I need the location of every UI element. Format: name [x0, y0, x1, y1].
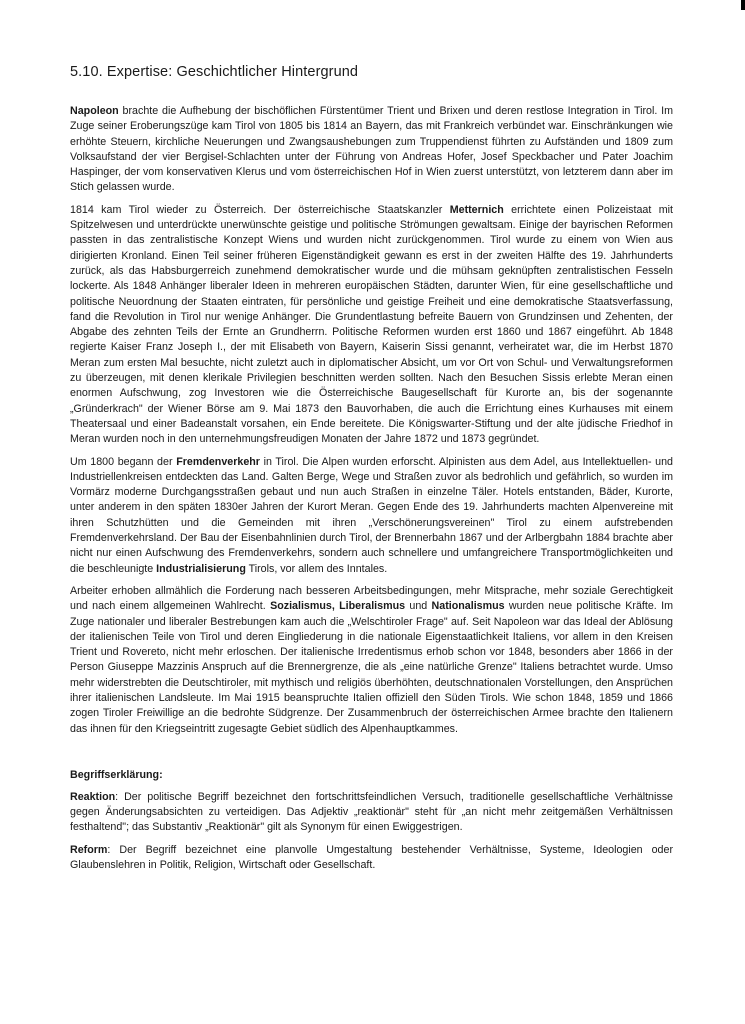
- document-page: [70, 64, 673, 880]
- glossary-term: Reaktion: [70, 790, 116, 803]
- paragraph-arbeiter: Arbeiter erhoben allmählich die Forderung nach besseren Arbeitsbedingungen, mehr Mitsprache, mehr soziale Gerechtigkeit und nach einem allgemeinen Wahlrecht. Sozialismus, Liberalismus und Nationalismus wurden neue politische Kräfte. Im Zuge nationaler und liberaler Bestrebungen kam auch die „Welschtiroler Frage" auf. Seit Napoleon war das Ideal der Ablösung der italienischen Teile von Tirol und deren Eingliederung in die nationale Eigenstaatlichkeit Italiens, vor allem in den Kreisen Trient und Rovereto, nicht mehr erloschen. Der italienische Irredentismus erhob schon vor 1848, besonders aber 1866 in der Person Giuseppe Mazzinis Anspruch auf die Brennergrenze, die als „eine natürliche Grenze" Italiens betrachtet wurde. Umso mehr widerstrebten die Deutschtiroler, mit mythisch und religiös überhöhten, deutschnationalen Vorstellungen, den Ansprüchen ihrer italienischen Landsleute. Im Mai 1915 beanspruchte Italien offiziell den Süden Tirols. Wie schon 1848, 1859 und 1866 zogen Tiroler Freiwillige an die bedrohte Südgrenze. Der Zusammenbruch der österreichischen Armee brachte den Italienern das ihnen für den Kriegseintritt zugesagte Gebiet südlich des Alpenhauptkammes.: [70, 584, 673, 735]
- glossary-entry-reform: Reform: Der Begriff bezeichnet eine planvolle Umgestaltung bestehender Verhältnisse, Systeme, Ideologien oder Glaubenslehren in Politik, Religion, Wirtschaft oder Gesellschaft.: [70, 843, 673, 872]
- bold-term: Nationalismus: [431, 600, 505, 613]
- bold-term: Sozialismus, Liberalismus: [270, 600, 406, 613]
- glossary-entry-reaktion: Reaktion: Der politische Begriff bezeichnet den fortschrittsfeindlichen Versuch, traditionelle gesellschaftliche Verhältnisse gegen Änderungsabsichten zu verteidigen. Das Adjektiv „reaktionär" steht für „an nicht mehr zeitgemäßen Verhältnissen festhaltend"; das Substantiv „Reaktionär" gilt als Synonym für einen Ewiggestrigen.: [70, 790, 673, 834]
- glossary-term: Reform: [70, 843, 108, 856]
- paragraph-metternich: 1814 kam Tirol wieder zu Österreich. Der österreichische Staatskanzler Metternich errichtete einen Polizeistaat mit Spitzelwesen und unterdrückte unerwünschte geistige und politische Strömungen gewaltsam. Einige der bayrischen Reformen passten in das zentralistische Konzept Wiens und wurden nicht zurückgenommen. Tirol wurde zu einem von Wien aus dirigierten Kronland. Einen Teil seiner früheren Eigenständigkeit gewann es erst in der zweiten Hälfte des 19. Jahrhunderts zurück, als das Habsburgerreich zunehmend demokratischer wurde und die mühsam geknüpften zentralistischen Fesseln lockerte. Als 1848 Anhänger liberaler Ideen in mehreren europäischen Städten, darunter Wien, für eine gesellschaftliche und politische Neuordnung der Staaten eintraten, für persönliche und geistige Freiheit und eine demokratische Staatsverfassung, fand die Revolution in Tirol nur wenige Anhänger. Die Grundentlastung befreite Bauern von Grundzinsen und Zehenten, der Abgabe des zehnten Teils der Ernte an Grundherrn. Politische Reformen wurden erst 1860 und 1867 eingeführt. Ab 1848 regierte Kaiser Franz Joseph I., der mit Elisabeth von Bayern, Kaiserin Sissi genannt, verheiratet war, die im Herbst 1870 Meran zum ersten Mal besuchte, nicht zuletzt auch in diplomatischer Absicht, um vor Ort von Schul- und Verwaltungsreformen zu überzeugen, mit denen klerikale Privilegien beschnitten werden sollten. Nach den Besuchen Sissis erlebte Meran einen enormen Aufschwung, zog Investoren wie die Österreichische Baugesellschaft für Kurorte an, bis der sogenannte „Gründerkrach" der Wiener Börse am 9. Mai 1873 den Bauvorhaben, die auch die Errichtung eines Kurhauses mit einem Theatersaal und einer Badeanstalt vorsahen, ein Ende bereitete. Die Königswarter-Stiftung und der alte jüdische Friedhof in Meran wurden noch in den unternehmungsfreudigen Monaten der Jahre 1872 und 1873 gegründet.: [70, 203, 673, 446]
- glossary-section: [70, 769, 673, 873]
- paragraph-napoleon: Napoleon brachte die Aufhebung der bischöflichen Fürstentümer Trient und Brixen und deren restlose Integration in Tirol. Im Zuge seiner Eroberungszüge kam Tirol von 1805 bis 1814 an Bayern, das mit Frankreich verbündet war. Einschränkungen wie erhöhte Steuern, kirchliche Neuerungen und Zwangsaushebungen zum Truppendienst führten zu Aufständen und 1809 zum Volksaufstand der vier Bergisel-Schlachten unter der Führung von Andreas Hofer, Josef Speckbacher und Pater Joachim Haspinger, der vom konservativen Klerus und vom österreichischen Hof in Wien zuerst unterstützt, von letzterem dann aber im Stich gelassen wurde.: [70, 105, 673, 194]
- bold-term: Napoleon: [70, 105, 119, 117]
- bold-term: Fremdenverkehr: [176, 455, 260, 468]
- paragraph-fremdenverkehr: Um 1800 begann der Fremdenverkehr in Tirol. Die Alpen wurden erforscht. Alpinisten aus dem Adel, aus Intellektuellen- und Industriellenkreisen entdeckten das Land. Galten Berge, Wege und Straßen zuvor als bedrohlich und gefährlich, so wurden im Vormärz moderne Durchgangsstraßen gebaut und nun auch Straßen in einzelne Täler. Hotels entstanden, Bäder, Kurorte, unter anderem in den späten 1830er Jahren der Kurort Meran. Gegen Ende des 19. Jahrhunderts machten Alpenvereine mit ihren Schutzhütten und die Gemeinden mit ihren „Verschönerungsvereinen" Tirol zu einem aufstrebenden Fremdenverkehrsland. Der Bau der Eisenbahnlinien durch Tirol, der Brennerbahn 1867 und der Arlbergbahn 1884 brachte aber nicht nur einen Aufschwung des Fremdenverkehrs, sondern auch schnellere und umfangreichere Transportmöglichkeiten und die beschleunigte Industrialisierung Tirols, vor allem des Inntales.: [70, 455, 673, 575]
- bold-term: Metternich: [449, 203, 504, 216]
- scan-edge-mark: [741, 0, 745, 10]
- glossary-heading: Begriffserklärung:: [70, 768, 163, 781]
- section-heading: 5.10. Expertise: Geschichtlicher Hintergrund: [70, 64, 359, 80]
- bold-term: Industrialisierung: [156, 562, 246, 575]
